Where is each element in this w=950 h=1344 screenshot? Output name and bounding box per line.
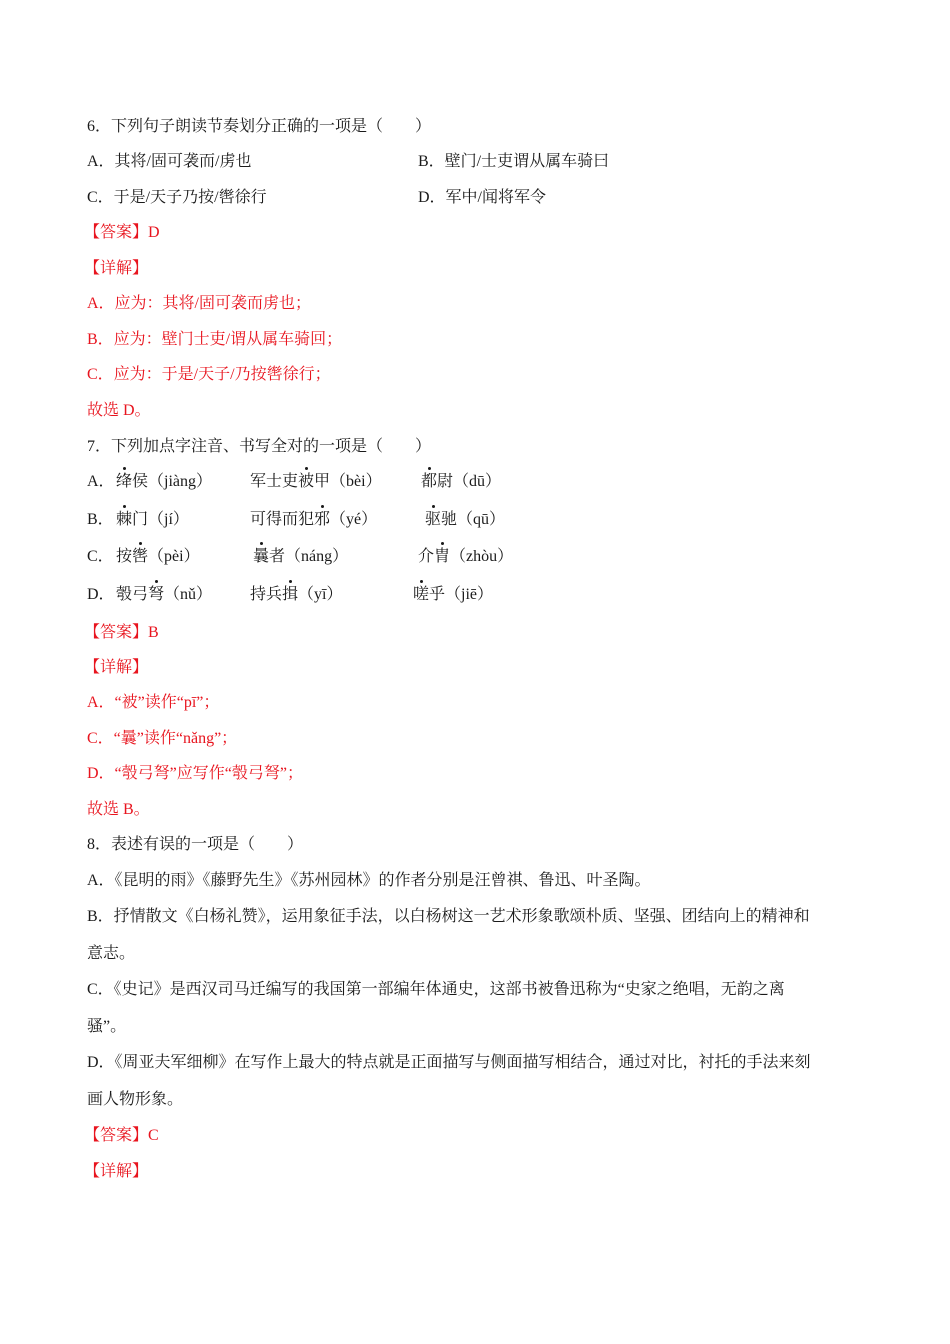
q6-answer: 【答案】D (84, 224, 160, 241)
item-py: （jiē） (445, 586, 494, 603)
emphasis-dot-char: 弩 (148, 586, 165, 603)
option-item (418, 547, 513, 567)
q6-explain-a: A．应为：其将/固可袭而虏也； (87, 295, 312, 312)
option-label: A． (87, 473, 115, 490)
item-py: （yé） (330, 511, 378, 528)
q7-explain-a: A．“被”读作“pī”； (87, 694, 220, 711)
q8-stem: 8．表述有误的一项是（ ） (87, 836, 304, 853)
item-post: 驰 (441, 511, 458, 528)
q8-option-d-line1: D．《周亚夫军细柳》在写作上最大的特点就是正面描写与侧面描写相结合，通过对比，衬托的手法来刻 (87, 1054, 811, 1071)
item-py: （jiàng） (148, 473, 213, 490)
item-pre: 按 (116, 548, 133, 565)
emphasis-dot-char: 嗟 (413, 586, 430, 603)
option-item (250, 585, 342, 605)
q8-option-b-line1: B．抒情散文《白杨礼赞》，运用象征手法，以白杨树这一艺术形象歌颂朴质、坚强、团结向上的精神和 (87, 908, 810, 925)
q8-option-d-line2: 画人物形象。 (87, 1091, 184, 1108)
q8-explain-title: 【详解】 (84, 1163, 149, 1180)
q8-option-c-line1: C．《史记》是西汉司马迁编写的我国第一部编年体通史，这部书被鲁迅称为“史家之绝唱，无韵之离 (87, 981, 785, 998)
q7-explain-title: 【详解】 (84, 659, 149, 676)
item-py: （zhòu） (450, 548, 514, 565)
option-item (425, 510, 505, 530)
item-py: （qū） (457, 511, 506, 528)
emphasis-dot-char: 曩 (253, 548, 270, 565)
item-post: 甲 (314, 473, 331, 490)
emphasis-dot-char: 都 (421, 473, 438, 490)
option-item (116, 510, 189, 530)
option-item (413, 585, 493, 605)
q7-answer: 【答案】B (84, 624, 159, 641)
option-item (116, 472, 212, 492)
item-pre: 介 (418, 548, 435, 565)
q8-option-a: A．《昆明的雨》《藤野先生》《苏州园林》的作者分别是汪曾祺、鲁迅、叶圣陶。 (87, 872, 651, 889)
q6-explain-title: 【详解】 (84, 260, 149, 277)
q7-conclusion: 故选 B。 (87, 801, 150, 818)
emphasis-dot-char: 胄 (434, 548, 451, 565)
item-post: 门 (132, 511, 149, 528)
q7-option-row (87, 585, 687, 609)
emphasis-dot-char: 邪 (314, 511, 331, 528)
item-py: （jí） (148, 511, 189, 528)
item-pre: 彀弓 (116, 586, 149, 603)
emphasis-dot-char: 棘 (116, 511, 133, 528)
emphasis-dot-char: 绛 (116, 473, 133, 490)
emphasis-dot-char: 驱 (425, 511, 442, 528)
item-py: （dū） (453, 473, 502, 490)
q6-option-b: B．壁门/士吏谓从属车骑曰 (418, 153, 610, 170)
q6-option-d: D．军中/闻将军令 (418, 189, 547, 206)
item-py: （náng） (285, 548, 349, 565)
q8-option-b-line2: 意志。 (87, 945, 136, 962)
q8-option-c-line2: 骚”。 (87, 1018, 127, 1035)
option-item (250, 472, 382, 492)
q6-stem: 6．下列句子朗读节奏划分正确的一项是（ ） (87, 118, 432, 135)
option-label: C． (87, 548, 114, 565)
option-item (116, 585, 212, 605)
item-post: 者 (269, 548, 286, 565)
q6-explain-b: B．应为：壁门士吏/谓从属车骑回； (87, 331, 343, 348)
q8-answer: 【答案】C (84, 1127, 159, 1144)
item-pre: 可得而犯 (250, 511, 315, 528)
item-py: （yī） (298, 586, 343, 603)
option-label: D． (87, 586, 115, 603)
q7-stem: 7．下列加点字注音、书写全对的一项是（ ） (87, 438, 432, 455)
option-item (250, 510, 377, 530)
emphasis-dot-char: 被 (298, 473, 315, 490)
q7-option-row (87, 510, 687, 534)
item-py: （nǔ） (164, 586, 213, 603)
item-pre: 军士吏 (250, 473, 299, 490)
item-post: 尉 (437, 473, 454, 490)
option-item (421, 472, 501, 492)
item-py: （pèi） (148, 548, 200, 565)
option-item (253, 547, 348, 567)
q6-option-a: A．其将/固可袭而/虏也 (87, 153, 252, 170)
q6-conclusion: 故选 D。 (87, 402, 151, 419)
q7-option-row (87, 472, 687, 496)
option-item (116, 547, 200, 567)
item-post: 乎 (429, 586, 446, 603)
q7-explain-c: C．“曩”读作“nǎng”； (87, 730, 238, 747)
q7-explain-d: D．“彀弓弩”应写作“彀弓弩”； (87, 765, 303, 782)
q6-option-c: C．于是/天子乃按/辔徐行 (87, 189, 267, 206)
q6-explain-c: C．应为：于是/天子/乃按辔徐行； (87, 366, 331, 383)
item-py: （bèi） (330, 473, 382, 490)
item-post: 侯 (132, 473, 149, 490)
option-label: B． (87, 511, 114, 528)
item-pre: 持兵 (250, 586, 283, 603)
q7-option-row (87, 547, 687, 571)
emphasis-dot-char: 揖 (282, 586, 299, 603)
emphasis-dot-char: 辔 (132, 548, 149, 565)
